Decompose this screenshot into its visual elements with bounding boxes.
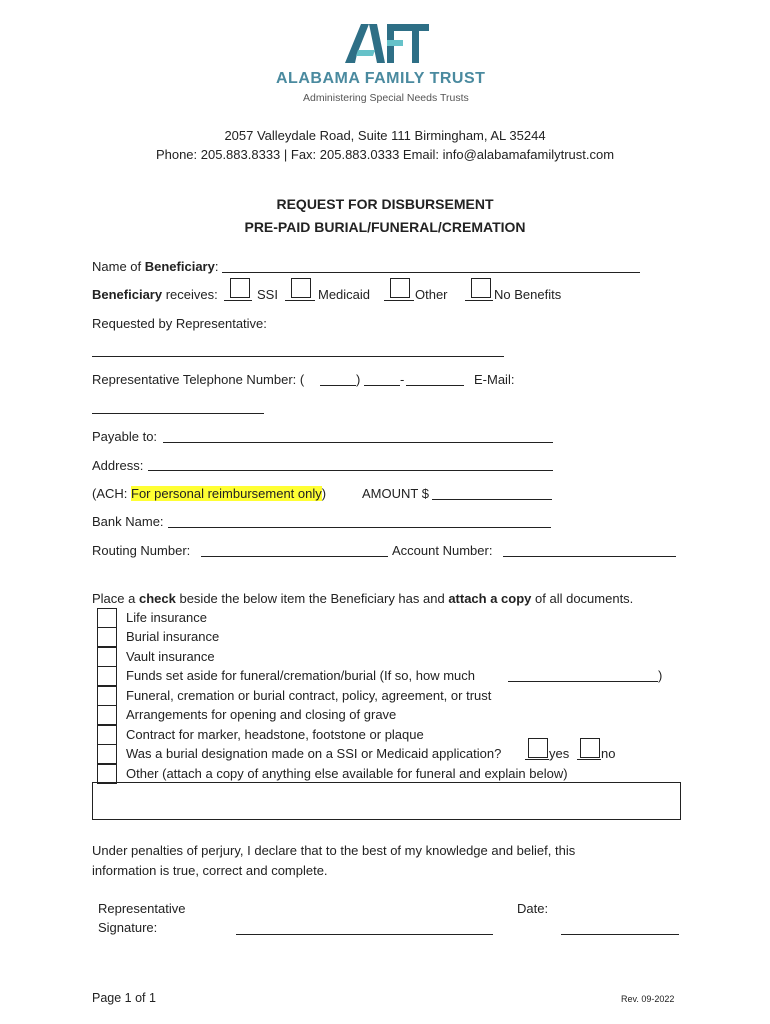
checklist-item-burial-insurance: Burial insurance xyxy=(126,629,220,644)
medicaid-label: Medicaid xyxy=(318,287,371,302)
signature-field[interactable] xyxy=(236,934,493,935)
checklist-checkbox-other[interactable] xyxy=(97,764,117,784)
rep-phone-label: Representative Telephone Number: ( xyxy=(92,372,305,387)
rep-phone-prefix-field[interactable] xyxy=(364,385,400,386)
designation-yes-label: yes xyxy=(549,746,570,761)
ach-highlight: For personal reimbursement only xyxy=(131,486,322,501)
beneficiary-name-field[interactable] xyxy=(222,272,640,273)
designation-no-checkbox[interactable] xyxy=(580,738,600,758)
funds-close-paren: ) xyxy=(658,668,663,683)
ssi-label: SSI xyxy=(257,287,278,302)
designation-yes-underline xyxy=(525,759,549,760)
no-benefits-checkbox[interactable] xyxy=(471,278,491,298)
rep-email-label: E-Mail: xyxy=(474,372,515,387)
checklist-item-vault-insurance: Vault insurance xyxy=(126,649,215,664)
checklist-checkbox-marker-contract[interactable] xyxy=(97,725,117,745)
org-address: 2057 Valleydale Road, Suite 111 Birmingham, AL 35244 xyxy=(224,128,546,143)
medicaid-checkbox[interactable] xyxy=(291,278,311,298)
form-title: REQUEST FOR DISBURSEMENT xyxy=(276,196,494,212)
checklist-checkbox-burial-insurance[interactable] xyxy=(97,627,117,647)
form-subtitle: PRE-PAID BURIAL/FUNERAL/CREMATION xyxy=(244,219,526,235)
address-label: Address: xyxy=(92,458,144,473)
payable-to-field[interactable] xyxy=(163,442,553,443)
declaration-line-2: information is true, correct and complete. xyxy=(92,863,328,878)
other-explanation-field[interactable] xyxy=(92,782,681,820)
other-benefit-checkbox[interactable] xyxy=(390,278,410,298)
rep-phone-line-field[interactable] xyxy=(406,385,464,386)
checklist-checkbox-vault-insurance[interactable] xyxy=(97,647,117,667)
declaration-line-1: Under penalties of perjury, I declare that to the best of my knowledge and belief, this xyxy=(92,843,576,858)
amount-field[interactable] xyxy=(432,499,552,500)
page-number: Page 1 of 1 xyxy=(92,991,156,1005)
ssi-checkbox[interactable] xyxy=(230,278,250,298)
other-benefit-underline xyxy=(384,300,414,301)
funds-amount-field[interactable] xyxy=(508,681,658,682)
checklist-item-life-insurance: Life insurance xyxy=(126,610,207,625)
routing-number-label: Routing Number: xyxy=(92,543,191,558)
checklist-instructions: Place a check beside the below item the Beneficiary has and attach a copy of all documents. xyxy=(92,591,634,606)
beneficiary-name-label: Name of Beneficiary: xyxy=(92,259,219,274)
routing-number-field[interactable] xyxy=(201,556,388,557)
bank-name-label: Bank Name: xyxy=(92,514,164,529)
checklist-checkbox-burial-designation[interactable] xyxy=(97,744,117,764)
designation-no-underline xyxy=(577,759,601,760)
checklist-checkbox-funds-set-aside[interactable] xyxy=(97,666,117,686)
checklist-item-other: Other (attach a copy of anything else available for funeral and explain below) xyxy=(126,766,568,781)
requested-by-label: Requested by Representative: xyxy=(92,316,267,331)
rep-email-field[interactable] xyxy=(92,413,264,414)
checklist-item-marker-contract: Contract for marker, headstone, footstone or plaque xyxy=(126,727,424,742)
designation-no-label: no xyxy=(601,746,616,761)
representative-name-field[interactable] xyxy=(92,356,504,357)
rep-phone-paren: ) xyxy=(356,372,361,387)
rep-phone-area-field[interactable] xyxy=(320,385,356,386)
signature-label-line-1: Representative xyxy=(98,901,186,916)
checklist-item-funeral-contract: Funeral, cremation or burial contract, policy, agreement, or trust xyxy=(126,688,492,703)
checklist-checkbox-life-insurance[interactable] xyxy=(97,608,117,628)
beneficiary-receives-label: Beneficiary receives: xyxy=(92,287,218,302)
medicaid-underline xyxy=(285,300,315,301)
ach-note: (ACH: For personal reimbursement only) xyxy=(92,486,327,501)
checklist-item-grave-arrangements: Arrangements for opening and closing of grave xyxy=(126,707,397,722)
bank-name-field[interactable] xyxy=(168,527,551,528)
ssi-underline xyxy=(224,300,252,301)
no-benefits-label: No Benefits xyxy=(494,287,562,302)
designation-yes-checkbox[interactable] xyxy=(528,738,548,758)
rep-phone-dash: - xyxy=(400,372,405,387)
address-field[interactable] xyxy=(148,470,553,471)
amount-label: AMOUNT $ xyxy=(362,486,429,501)
checklist-checkbox-grave-arrangements[interactable] xyxy=(97,705,117,725)
date-label: Date: xyxy=(517,901,549,916)
account-number-field[interactable] xyxy=(503,556,676,557)
no-benefits-underline xyxy=(465,300,493,301)
org-tagline: Administering Special Needs Trusts xyxy=(303,92,469,104)
other-benefit-label: Other xyxy=(415,287,448,302)
checklist-item-burial-designation: Was a burial designation made on a SSI or Medicaid application? xyxy=(126,746,502,761)
account-number-label: Account Number: xyxy=(392,543,493,558)
date-field[interactable] xyxy=(561,934,679,935)
payable-to-label: Payable to: xyxy=(92,429,158,444)
org-phone-email: Phone: 205.883.8333 | Fax: 205.883.0333 Email: info@alabamafamilytrust.com xyxy=(155,147,615,162)
org-name: ALABAMA FAMILY TRUST xyxy=(276,70,486,87)
signature-label-line-2: Signature: xyxy=(98,920,158,935)
checklist-checkbox-funeral-contract[interactable] xyxy=(97,686,117,706)
revision-date: Rev. 09-2022 xyxy=(621,994,675,1004)
aft-logo xyxy=(345,22,429,64)
checklist-item-funds-set-aside: Funds set aside for funeral/cremation/burial (If so, how much xyxy=(126,668,475,683)
